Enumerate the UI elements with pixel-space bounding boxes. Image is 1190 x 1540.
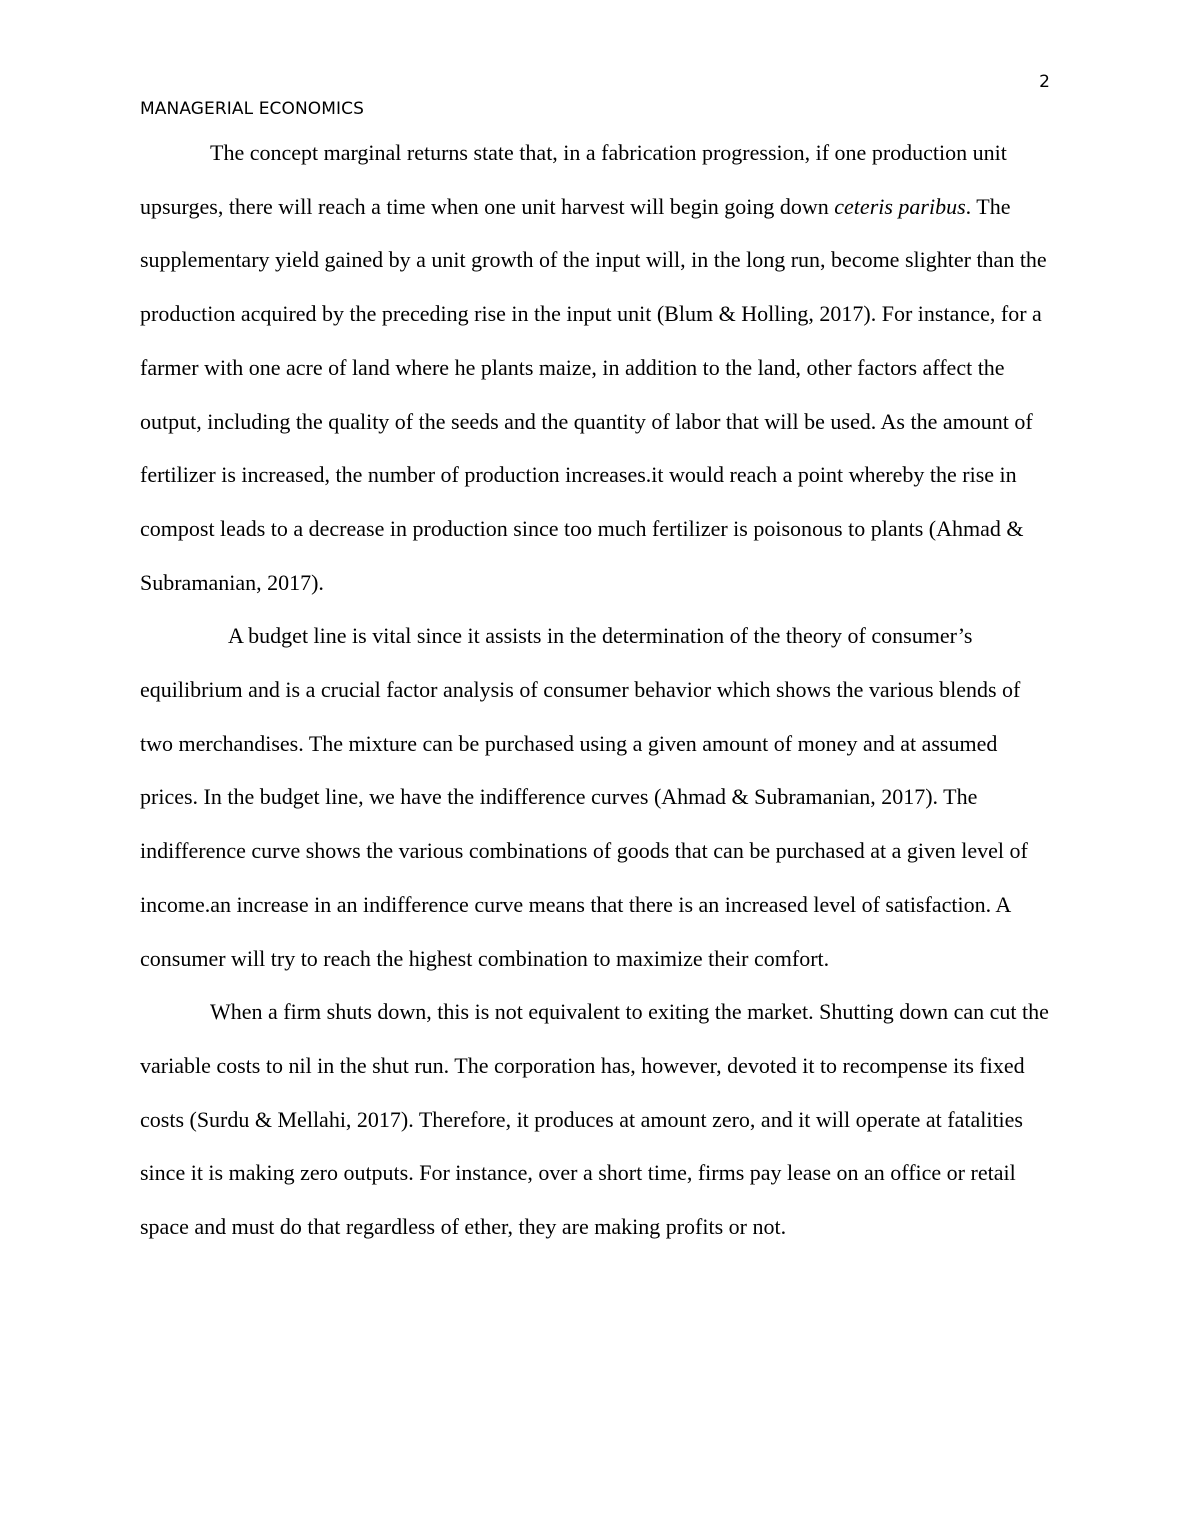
paragraph-text: . The supplementary yield gained by a unit growth of the input will, in the long run, become slighter than the production acquired by the preceding rise in the input unit (Blum & Holling, 2017). For instance, for a farmer with one acre of land where he plants maize, in addition to the land, other factors affect the output, including the quality of the seeds and the quantity of labor that will be used. As the amount of fertilizer is increased, the number of production increases.it would reach a point whereby the rise in compost leads to a decrease in production since too much fertilizer is poisonous to plants (Ahmad & Subramanian, 2017). xyxy=(140,193,1047,595)
running-head: MANAGERIAL ECONOMICS xyxy=(140,99,365,119)
document-body xyxy=(140,126,1052,1254)
italic-term: ceteris paribus xyxy=(834,193,966,219)
paragraph-firm-shutdown: When a firm shuts down, this is not equivalent to exiting the market. Shutting down can cut the variable costs to nil in the shut run. The corporation has, however, devoted it to recompense its fixed costs (Surdu & Mellahi, 2017). Therefore, it produces at amount zero, and it will operate at fatalities since it is making zero outputs. For instance, over a short time, firms pay lease on an office or retail space and must do that regardless of ether, they are making profits or not. xyxy=(140,999,1049,1240)
page-number: 2 xyxy=(1039,72,1050,92)
paragraph-budget-line: A budget line is vital since it assists in the determination of the theory of consumer’s equilibrium and is a crucial factor analysis of consumer behavior which shows the various blends of two merchandises. The mixture can be purchased using a given amount of money and at assumed prices. In the budget line, we have the indifference curves (Ahmad & Subramanian, 2017). The indifference curve shows the various combinations of goods that can be purchased at a given level of income.an increase in an indifference curve means that there is an increased level of satisfaction. A consumer will try to reach the highest combination to maximize their comfort. xyxy=(140,623,1028,971)
paragraph-marginal-returns xyxy=(140,126,1052,609)
paragraph-text: The concept marginal returns state that, in a fabrication progression, if one production unit upsurges, there will reach a time when one unit harvest will begin going down xyxy=(140,140,1007,219)
